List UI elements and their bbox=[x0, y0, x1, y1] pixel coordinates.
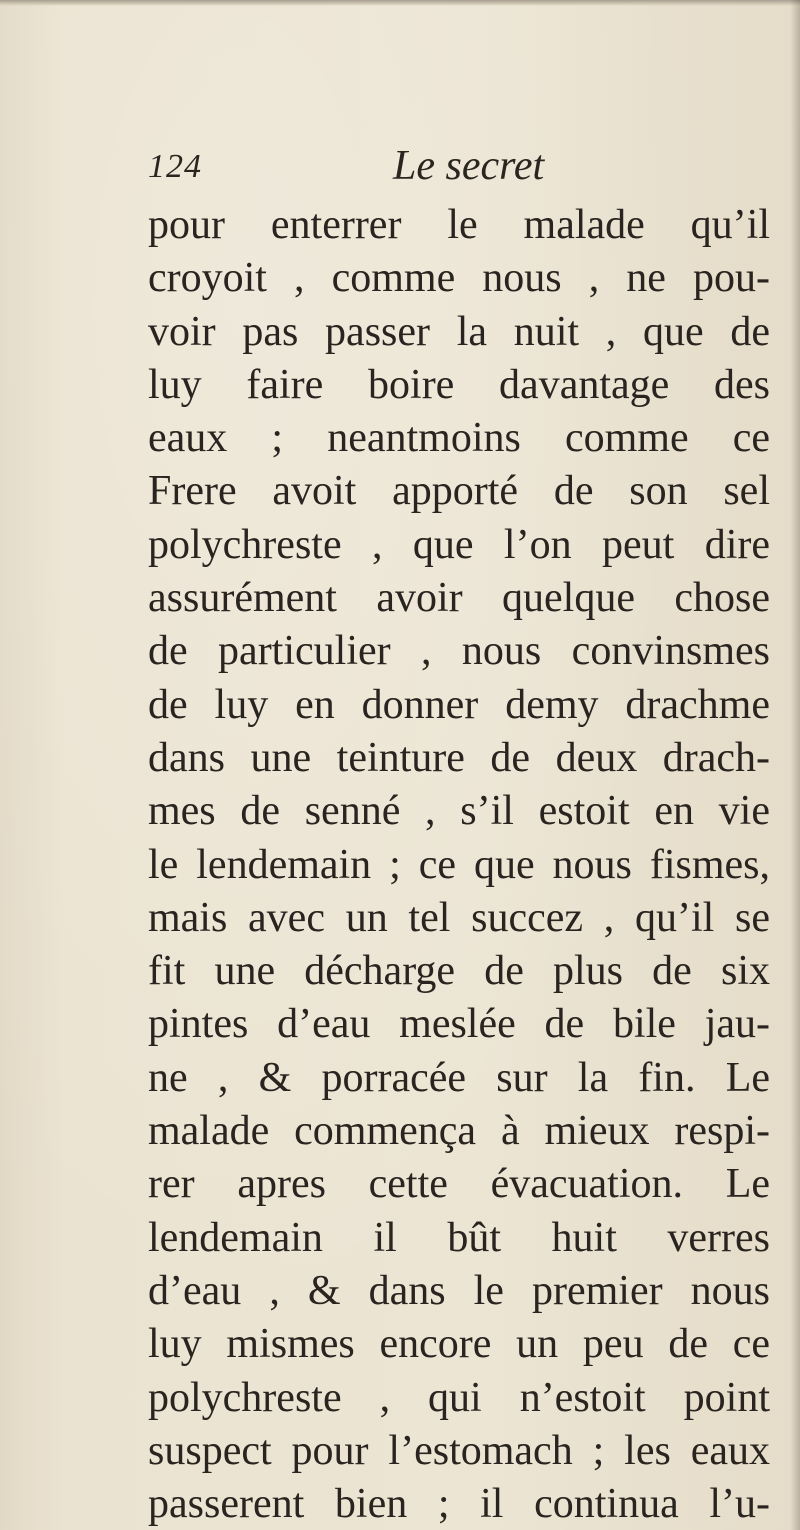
text-line: de luy en donner demy drachme bbox=[148, 681, 770, 728]
text-line: lendemain il bût huit verres bbox=[148, 1214, 770, 1261]
text-line: mais avec un tel succez , qu’il se bbox=[148, 894, 770, 941]
text-line: Frere avoit apporté de son sel bbox=[148, 468, 770, 515]
text-line: passerent bien ; il continua l’u- bbox=[148, 1481, 770, 1528]
text-line: croyoit , comme nous , ne pou- bbox=[148, 255, 770, 302]
running-title: Le secret bbox=[393, 143, 545, 189]
text-line: d’eau , & dans le premier nous bbox=[148, 1267, 770, 1314]
text-line: de particulier , nous convinsmes bbox=[148, 628, 770, 675]
text-line: eaux ; neantmoins comme ce bbox=[148, 415, 770, 462]
text-line: mes de senné , s’il estoit en vie bbox=[148, 788, 770, 835]
page-top-edge bbox=[0, 0, 800, 6]
text-line: dans une teinture de deux drach- bbox=[148, 734, 770, 781]
text-line: ne , & porracée sur la fin. Le bbox=[148, 1054, 770, 1101]
text-line: malade commença à mieux respi- bbox=[148, 1108, 770, 1155]
text-line: assurément avoir quelque chose bbox=[148, 575, 770, 622]
page-header bbox=[148, 142, 768, 194]
text-line: pintes d’eau meslée de bile jau- bbox=[148, 1001, 770, 1048]
text-line: luy faire boire davantage des bbox=[148, 361, 770, 408]
text-line: fit une décharge de plus de six bbox=[148, 948, 770, 995]
page-gutter-shadow bbox=[790, 0, 800, 1530]
text-line: rer apres cette évacuation. Le bbox=[148, 1161, 770, 1208]
text-line: pour enterrer le malade qu’il bbox=[148, 202, 770, 248]
text-line: voir pas passer la nuit , que de bbox=[148, 308, 770, 355]
body-text bbox=[148, 199, 770, 1530]
text-line: suspect pour l’estomach ; les eaux bbox=[148, 1427, 770, 1474]
text-line: luy mismes encore un peu de ce bbox=[148, 1321, 770, 1368]
text-line: le lendemain ; ce que nous fismes, bbox=[148, 841, 770, 888]
text-line: polychreste , que l’on peut dire bbox=[148, 521, 770, 568]
text-line: polychreste , qui n’estoit point bbox=[148, 1374, 770, 1421]
page-number: 124 bbox=[148, 148, 202, 185]
